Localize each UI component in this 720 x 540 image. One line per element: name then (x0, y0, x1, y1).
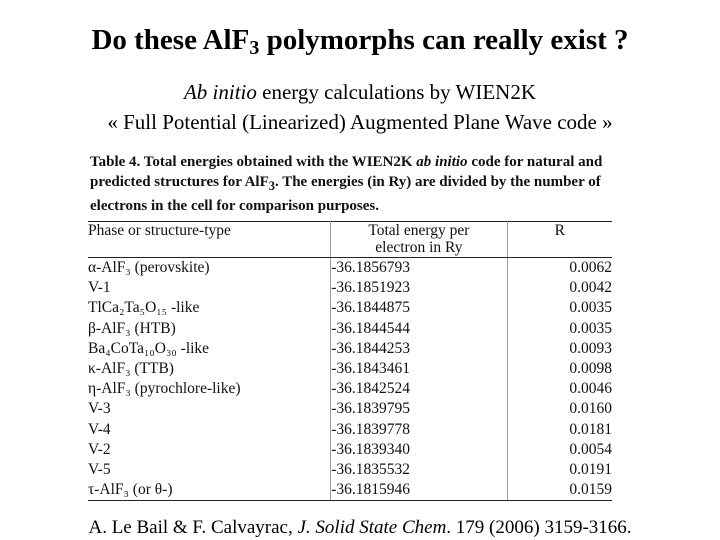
phase-cell: TlCa₂Ta₅O₁₅ -like (88, 299, 200, 317)
header-phase: Phase or structure-type (88, 222, 331, 258)
slide-title (0, 22, 720, 58)
r-cell: 0.0042 (507, 278, 612, 298)
energy-cell: -36.1815946 (331, 480, 507, 501)
r-cell: 0.0098 (507, 359, 612, 379)
table-caption (90, 152, 610, 216)
energy-cell: -36.1844875 (331, 298, 507, 318)
r-cell: 0.0054 (507, 440, 612, 460)
subtitle-line-1-rest: energy calculations by WIEN2K (256, 80, 537, 104)
table-row (88, 258, 612, 279)
phase-cell: η-AlF₃ (pyrochlore-like) (88, 380, 241, 398)
table-body (88, 258, 612, 501)
phase-cell: V-3 (88, 400, 111, 418)
header-energy (331, 222, 507, 258)
phase-cell: V-5 (88, 460, 111, 478)
r-cell: 0.0160 (507, 399, 612, 419)
energy-cell: -36.1842524 (331, 379, 507, 399)
phase-cell: α-AlF₃ (perovskite) (88, 259, 210, 277)
caption-italic: ab initio (416, 154, 468, 170)
table-row (88, 278, 612, 298)
r-cell: 0.0181 (507, 420, 612, 440)
header-r: R (507, 222, 612, 258)
energy-cell: -36.1843461 (331, 359, 507, 379)
phase-cell: Ba₄CoTa₁₀O₃₀ -like (88, 339, 210, 357)
header-energy-line-2: electron in Ry (375, 239, 463, 256)
phase-cell: V-4 (88, 420, 111, 438)
reference-authors: A. Le Bail & F. Calvayrac, (88, 517, 298, 538)
table-row (88, 319, 612, 339)
energy-cell: -36.1839778 (331, 420, 507, 440)
energy-cell: -36.1856793 (331, 258, 507, 279)
phase-cell: τ-AlF₃ (or θ-) (88, 480, 331, 501)
r-cell: 0.0035 (507, 298, 612, 318)
table-row (88, 480, 612, 501)
table-row (88, 420, 612, 440)
phase-cell: κ-AlF₃ (TTB) (88, 360, 174, 378)
energy-cell: -36.1844544 (331, 319, 507, 339)
energy-cell: -36.1839795 (331, 399, 507, 419)
r-cell: 0.0159 (507, 480, 612, 501)
subtitle-line-1 (0, 78, 720, 106)
phase-cell: β-AlF₃ (HTB) (88, 319, 176, 337)
caption-subscript: 3 (268, 179, 275, 193)
r-cell: 0.0035 (507, 319, 612, 339)
r-cell: 0.0093 (507, 339, 612, 359)
energy-cell: -36.1851923 (331, 278, 507, 298)
title-subscript: 3 (249, 37, 260, 59)
caption-rest: . The energies (in Ry) are divided by the number of electrons in the cell for comparison purposes. (90, 174, 601, 214)
subtitle-line-2: « Full Potential (Linearized) Augmented Plane Wave code » (107, 110, 613, 134)
energy-cell: -36.1839340 (331, 440, 507, 460)
reference-rest: . 179 (2006) 3159-3166. (446, 517, 632, 538)
table-row (88, 339, 612, 359)
reference-journal: J. Solid State Chem (297, 517, 447, 538)
title-rest: polymorphs can really exist ? (259, 24, 629, 56)
slide-subtitle (0, 78, 720, 136)
r-cell: 0.0046 (507, 379, 612, 399)
energy-cell: -36.1844253 (331, 339, 507, 359)
caption-prefix: Table 4. Total energies obtained with the WIEN2K (90, 154, 417, 170)
phase-cell: V-1 (88, 279, 111, 297)
table-row (88, 460, 612, 480)
table-row (88, 379, 612, 399)
title-main: Do these AlF (91, 24, 250, 56)
phase-cell: V-2 (88, 440, 111, 458)
energy-table (88, 221, 612, 501)
r-cell: 0.0062 (507, 258, 612, 279)
energy-cell: -36.1835532 (331, 460, 507, 480)
table-row (88, 440, 612, 460)
table-image-panel (84, 148, 618, 516)
subtitle-italic: Ab initio (183, 80, 257, 104)
reference-citation (0, 516, 720, 540)
table-row (88, 359, 612, 379)
caption-mid: code for natural and predicted structures for AlF (90, 154, 603, 190)
header-energy-line-1: Total energy per (368, 222, 470, 239)
table-row (88, 298, 612, 318)
table-row (88, 399, 612, 419)
table-header-row (88, 222, 612, 258)
r-cell: 0.0191 (507, 460, 612, 480)
